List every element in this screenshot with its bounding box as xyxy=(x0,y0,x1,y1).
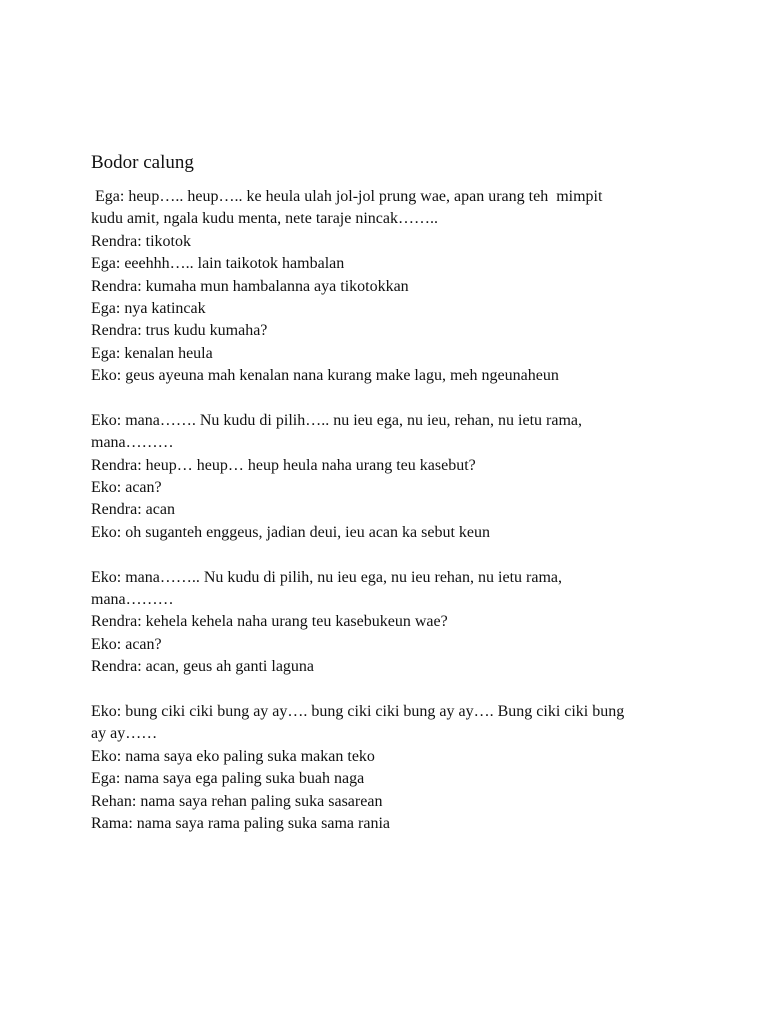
document-title: Bodor calung xyxy=(91,152,194,173)
text-line: Rendra: heup… heup… heup heula naha urang teu kasebut? xyxy=(91,456,476,474)
paragraph-3 xyxy=(91,567,691,679)
paragraph-2 xyxy=(91,410,691,544)
text-line: Eko: geus ayeuna mah kenalan nana kurang make lagu, meh ngeunaheun xyxy=(91,367,559,385)
text-line: Ega: nya katincak xyxy=(91,299,206,317)
text-line: Ega: kenalan heula xyxy=(91,344,213,362)
text-line: Ega: nama saya ega paling suka buah naga xyxy=(91,770,365,788)
paragraph-4 xyxy=(91,701,691,835)
text-line: Rendra: tikotok xyxy=(91,232,191,250)
text-line: Eko: mana……. Nu kudu di pilih….. nu ieu ega, nu ieu, rehan, nu ietu rama, xyxy=(91,411,582,429)
text-line: Eko: oh suganteh enggeus, jadian deui, ieu acan ka sebut keun xyxy=(91,523,490,541)
text-line: Eko: acan? xyxy=(91,635,162,653)
text-line: Rehan: nama saya rehan paling suka sasarean xyxy=(91,792,383,810)
text-line: Rendra: trus kudu kumaha? xyxy=(91,322,268,340)
text-line: Eko: nama saya eko paling suka makan teko xyxy=(91,747,375,765)
text-line: Rama: nama saya rama paling suka sama rania xyxy=(91,814,390,832)
text-line: kudu amit, ngala kudu menta, nete taraje nincak…….. xyxy=(91,210,438,228)
text-line: Rendra: kehela kehela naha urang teu kasebukeun wae? xyxy=(91,613,448,631)
text-line: mana……… xyxy=(91,434,174,452)
text-line: Rendra: acan xyxy=(91,501,175,519)
document-body xyxy=(91,186,691,835)
text-line: Rendra: kumaha mun hambalanna aya tikotokkan xyxy=(91,277,409,295)
text-line: ay ay…… xyxy=(91,725,158,743)
paragraph-1 xyxy=(91,186,691,388)
text-line: Rendra: acan, geus ah ganti laguna xyxy=(91,658,315,676)
text-line: mana……… xyxy=(91,591,174,609)
text-line: Eko: acan? xyxy=(91,479,162,497)
text-line: Ega: heup….. heup….. ke heula ulah jol-jol prung wae, apan urang teh mimpit xyxy=(91,188,603,205)
text-line: Eko: mana…….. Nu kudu di pilih, nu ieu ega, nu ieu rehan, nu ietu rama, xyxy=(91,568,562,586)
text-line: Eko: bung ciki ciki bung ay ay…. bung ciki ciki bung ay ay…. Bung ciki ciki bung xyxy=(91,702,625,720)
text-line: Ega: eeehhh….. lain taikotok hambalan xyxy=(91,255,345,273)
